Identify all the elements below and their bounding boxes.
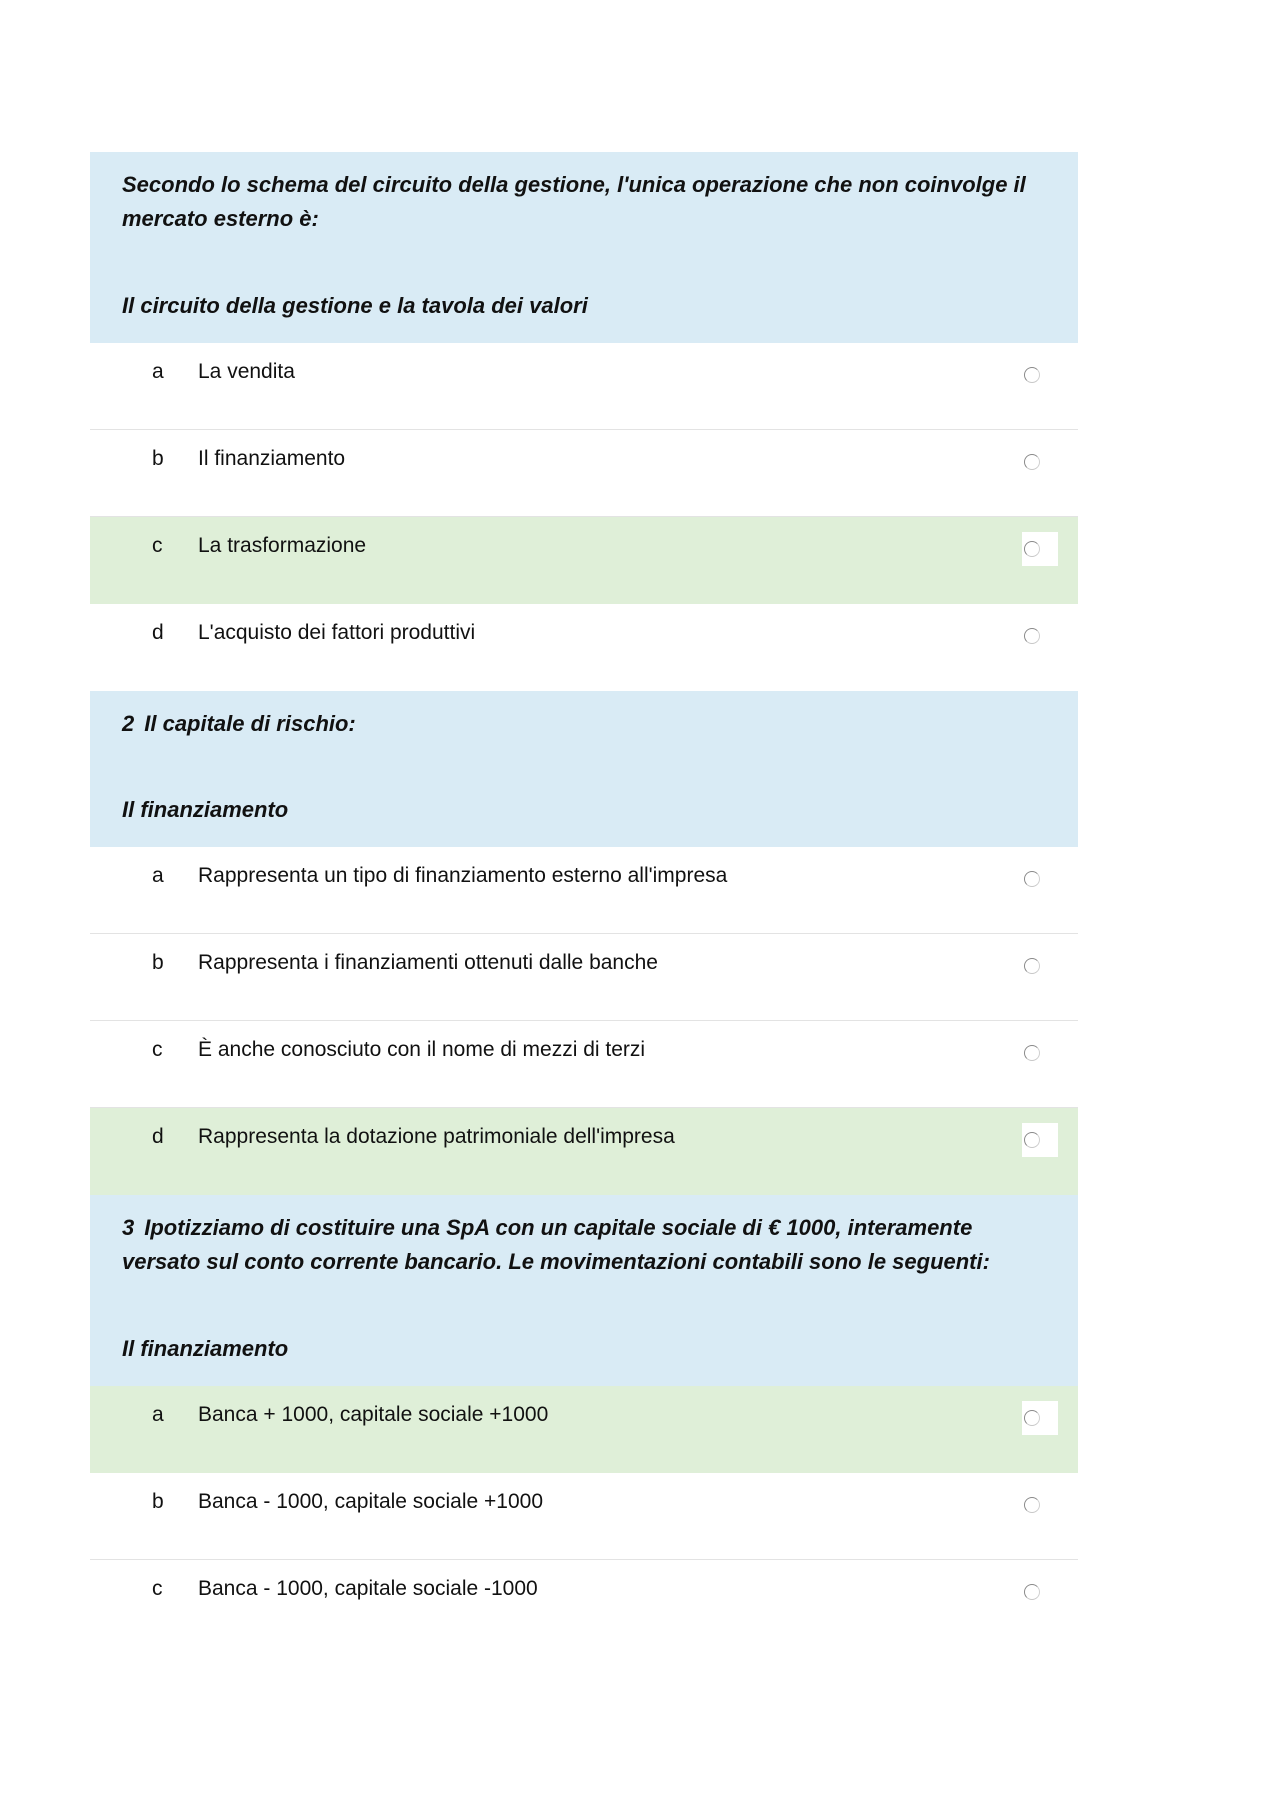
- question-1-header: [90, 152, 1078, 343]
- radio-container: [1022, 532, 1058, 566]
- option-text: L'acquisto dei fattori produttivi: [198, 621, 476, 644]
- question-3-option-b[interactable]: [90, 1473, 1078, 1560]
- question-3-option-a[interactable]: [90, 1386, 1078, 1473]
- radio-container: [1022, 1123, 1058, 1157]
- question-3-option-c[interactable]: [90, 1560, 1078, 1647]
- radio-button-icon[interactable]: [1024, 1584, 1040, 1600]
- radio-button-icon[interactable]: [1024, 958, 1040, 974]
- question-1-prompt: Secondo lo schema del circuito della gestione, l'unica operazione che non coinvolge il mercato esterno è:: [122, 172, 1026, 231]
- option-text: Banca - 1000, capitale sociale -1000: [198, 1577, 538, 1600]
- question-3-prompt: Ipotizziamo di costituire una SpA con un capitale sociale di € 1000, interamente versato sul conto corrente bancario. Le movimentazioni contabili sono le seguenti:: [122, 1215, 990, 1274]
- option-text: Rappresenta un tipo di finanziamento esterno all'impresa: [198, 864, 728, 887]
- option-text: Rappresenta i finanziamenti ottenuti dalle banche: [198, 951, 658, 974]
- radio-button-icon[interactable]: [1024, 1410, 1040, 1426]
- question-3-number: 3: [122, 1215, 135, 1240]
- radio-button-icon[interactable]: [1024, 1045, 1040, 1061]
- question-3-topic: Il finanziamento: [122, 1336, 289, 1361]
- question-2-option-b[interactable]: [90, 934, 1078, 1021]
- radio-container: [1022, 445, 1058, 479]
- option-text: È anche conosciuto con il nome di mezzi di terzi: [198, 1038, 646, 1061]
- radio-container: [1022, 1401, 1058, 1435]
- radio-container: [1022, 949, 1058, 983]
- option-letter: b: [152, 447, 164, 470]
- option-letter: b: [152, 1490, 164, 1513]
- option-letter: c: [152, 534, 163, 557]
- option-letter: a: [152, 360, 164, 383]
- question-3-header: [90, 1195, 1078, 1386]
- option-letter: a: [152, 1403, 164, 1426]
- option-text: Banca + 1000, capitale sociale +1000: [198, 1403, 549, 1426]
- question-2-option-d[interactable]: [90, 1108, 1078, 1195]
- radio-button-icon[interactable]: [1024, 367, 1040, 383]
- option-text: Banca - 1000, capitale sociale +1000: [198, 1490, 543, 1513]
- option-letter: b: [152, 951, 164, 974]
- radio-button-icon[interactable]: [1024, 1497, 1040, 1513]
- question-1-option-d[interactable]: [90, 604, 1078, 691]
- option-letter: a: [152, 864, 164, 887]
- radio-button-icon[interactable]: [1024, 1132, 1040, 1148]
- radio-container: [1022, 1036, 1058, 1070]
- question-2-option-c[interactable]: [90, 1021, 1078, 1108]
- radio-container: [1022, 862, 1058, 896]
- option-letter: c: [152, 1577, 163, 1600]
- radio-container: [1022, 1575, 1058, 1609]
- radio-container: [1022, 358, 1058, 392]
- radio-container: [1022, 1488, 1058, 1522]
- option-letter: d: [152, 1125, 164, 1148]
- option-text: La vendita: [198, 360, 295, 383]
- question-2-prompt: Il capitale di rischio:: [144, 711, 356, 736]
- question-2-text: [122, 707, 1046, 741]
- question-1-option-b[interactable]: [90, 430, 1078, 517]
- question-2-topic: Il finanziamento: [122, 797, 289, 822]
- question-1-topic: Il circuito della gestione e la tavola dei valori: [122, 293, 588, 318]
- radio-button-icon[interactable]: [1024, 871, 1040, 887]
- radio-button-icon[interactable]: [1024, 628, 1040, 644]
- question-2-option-a[interactable]: [90, 847, 1078, 934]
- option-letter: c: [152, 1038, 163, 1061]
- option-text: La trasformazione: [198, 534, 367, 557]
- question-2-header: [90, 691, 1078, 847]
- quiz: [90, 152, 1078, 1647]
- question-1-option-c[interactable]: [90, 517, 1078, 604]
- option-letter: d: [152, 621, 164, 644]
- question-1-option-a[interactable]: [90, 343, 1078, 430]
- question-2-number: 2: [122, 711, 135, 736]
- question-1-text: [122, 168, 1046, 236]
- radio-button-icon[interactable]: [1024, 454, 1040, 470]
- option-text: Il finanziamento: [198, 447, 346, 470]
- radio-container: [1022, 619, 1058, 653]
- option-text: Rappresenta la dotazione patrimoniale dell'impresa: [198, 1125, 675, 1148]
- radio-button-icon[interactable]: [1024, 541, 1040, 557]
- question-3-text: [122, 1211, 1046, 1279]
